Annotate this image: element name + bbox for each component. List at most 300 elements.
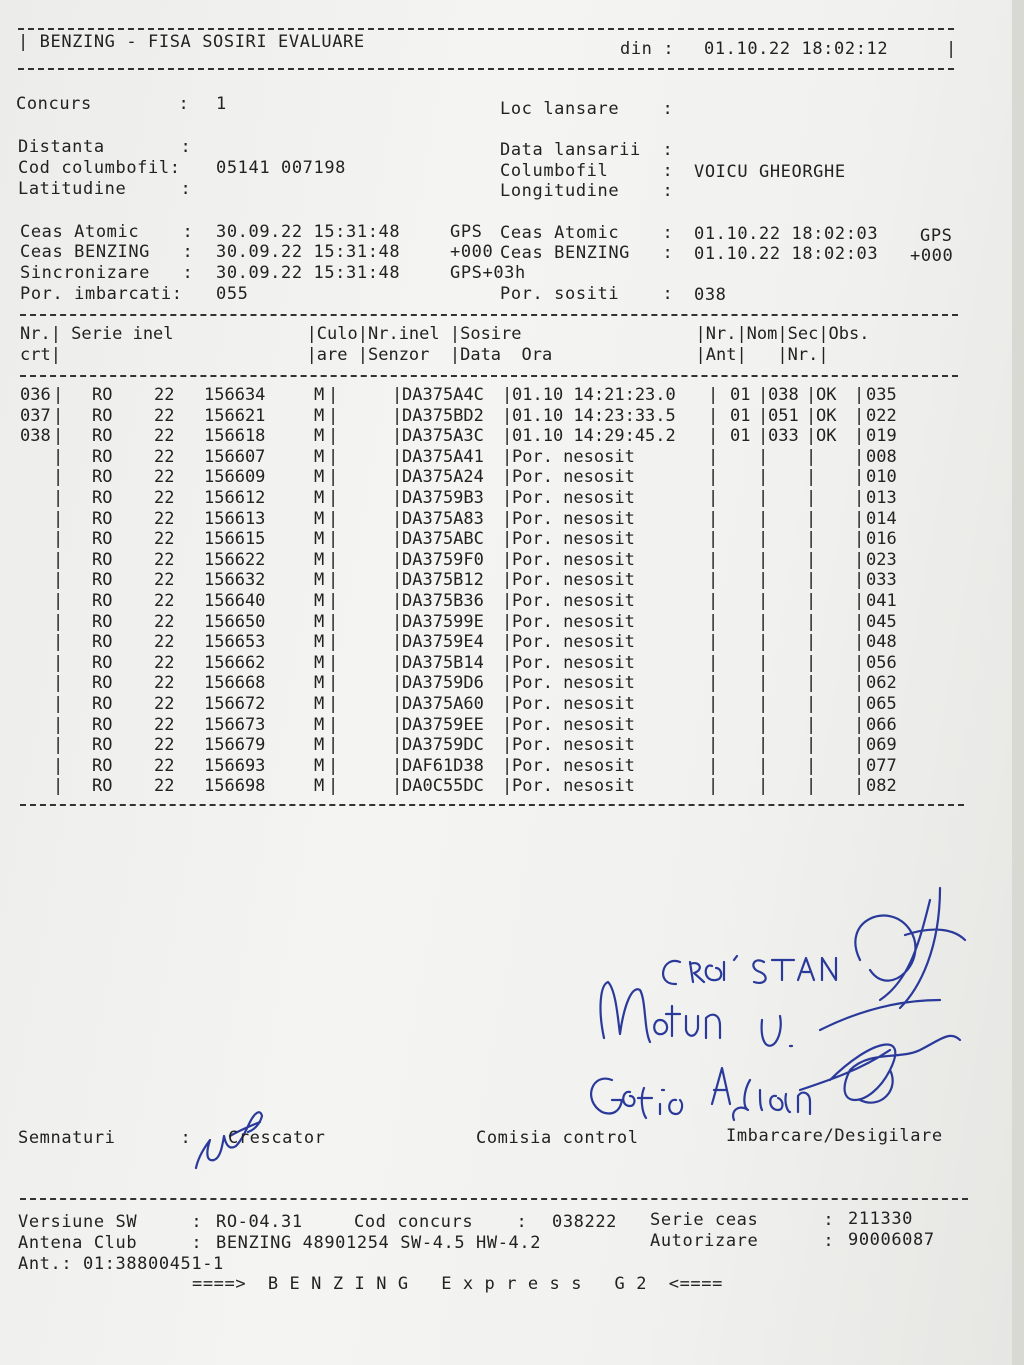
cell-sensor: DA375A24: [402, 467, 484, 488]
column-separator: |: [806, 570, 817, 591]
column-separator: |: [392, 611, 403, 632]
columbofil-value: VOICU GHEORGHE: [694, 162, 846, 182]
cell-arrival: Por. nesosit: [512, 714, 635, 735]
cell-sensor: DA375BD2: [402, 405, 484, 426]
cell-country: RO: [92, 673, 113, 694]
cell-arrival: Por. nesosit: [512, 529, 635, 550]
column-separator: |: [708, 529, 719, 550]
cell-year: 22: [154, 549, 175, 570]
column-separator: |: [53, 508, 64, 529]
column-separator: |: [392, 735, 403, 756]
cell-country: RO: [92, 488, 113, 508]
column-separator: |: [53, 570, 64, 591]
clock-right-suffix: +000: [910, 246, 954, 266]
column-separator: |: [328, 467, 339, 488]
column-separator: |: [708, 508, 719, 529]
cell-ring: 156679: [204, 735, 266, 756]
column-separator: |: [328, 570, 339, 591]
column-separator: |: [758, 714, 769, 735]
column-separator: |: [328, 652, 339, 673]
cell-ring: 156618: [204, 426, 266, 447]
cell-arrival: Por. nesosit: [512, 611, 635, 632]
cell-sensor: DA3759E4: [402, 632, 484, 653]
clock-right-label: Ceas BENZING :: [500, 243, 674, 263]
column-separator: |: [806, 467, 817, 488]
column-separator: |: [708, 652, 719, 673]
cell-country: RO: [92, 755, 113, 776]
column-separator: |: [806, 591, 817, 611]
crescator-label: Crescator: [228, 1128, 326, 1148]
cell-sex: M: [314, 776, 325, 797]
column-separator: |: [854, 755, 865, 776]
imbarcare-desigilare-label: Imbarcare/Desigilare: [726, 1126, 943, 1146]
cell-country: RO: [92, 529, 113, 550]
cell-country: RO: [92, 385, 113, 405]
cell-sensor: DA375A4C: [402, 385, 484, 405]
longitudine-label: Longitudine :: [500, 181, 674, 201]
cell-ring: 156621: [204, 405, 266, 426]
cell-arrival: Por. nesosit: [512, 652, 635, 673]
cell-ring: 156640: [204, 591, 266, 611]
column-separator: |: [854, 385, 865, 405]
column-separator: |: [806, 508, 817, 529]
cell-sensor: DA375B14: [402, 652, 484, 673]
column-separator: |: [328, 446, 339, 467]
cell-arrival: Por. nesosit: [512, 488, 635, 508]
semnaturi-label: Semnaturi :: [18, 1128, 192, 1148]
cell-ring: 156673: [204, 714, 266, 735]
cell-ring: 156613: [204, 508, 266, 529]
cell-country: RO: [92, 652, 113, 673]
column-separator: |: [502, 570, 513, 591]
cell-sensor: DA375A3C: [402, 426, 484, 447]
column-separator: |: [53, 714, 64, 735]
column-separator: |: [708, 488, 719, 508]
column-separator: |: [854, 426, 865, 447]
cell-nr: 038: [20, 426, 51, 447]
cell-ring: 156615: [204, 529, 266, 550]
cell-ring: 156634: [204, 385, 266, 405]
cell-nom: 033: [768, 426, 799, 447]
column-separator: |: [854, 714, 865, 735]
cell-sec: OK: [816, 385, 837, 405]
concurs-label: Concurs :: [16, 94, 190, 114]
cell-year: 22: [154, 673, 175, 694]
cell-sex: M: [314, 694, 325, 714]
autorizare-label: Autorizare :: [650, 1231, 835, 1251]
cell-arrival: Por. nesosit: [512, 673, 635, 694]
table-header-line-2: crt| |are |Senzor |Data Ora |Ant| |Nr.|: [20, 345, 829, 365]
column-separator: |: [758, 529, 769, 550]
cell-obs: 010: [866, 467, 897, 488]
cell-obs: 022: [866, 405, 897, 426]
cell-ring: 156698: [204, 776, 266, 797]
cell-arrival: Por. nesosit: [512, 446, 635, 467]
column-separator: |: [708, 714, 719, 735]
column-separator: |: [854, 467, 865, 488]
cell-ring: 156622: [204, 549, 266, 570]
column-separator: |: [708, 385, 719, 405]
cell-ring: 156632: [204, 570, 266, 591]
cell-ant: 01: [730, 385, 751, 405]
cell-obs: 069: [866, 735, 897, 756]
column-separator: |: [708, 570, 719, 591]
clock-left-suffix: GPS+03h: [450, 263, 526, 283]
column-separator: |: [854, 591, 865, 611]
column-separator: |: [328, 385, 339, 405]
column-separator: |: [854, 570, 865, 591]
column-separator: |: [758, 570, 769, 591]
column-separator: |: [392, 673, 403, 694]
column-separator: |: [392, 508, 403, 529]
cell-nr: 036: [20, 385, 51, 405]
cell-year: 22: [154, 632, 175, 653]
cod-columbofil-value: 05141 007198: [216, 158, 347, 178]
clock-right-value: 01.10.22 18:02:03: [694, 224, 879, 244]
column-separator: |: [53, 446, 64, 467]
cell-nr: 037: [20, 405, 51, 426]
cell-year: 22: [154, 467, 175, 488]
column-separator: |: [806, 426, 817, 447]
cell-country: RO: [92, 426, 113, 447]
column-separator: |: [502, 446, 513, 467]
column-separator: |: [53, 467, 64, 488]
cell-arrival: 01.10 14:29:45.2: [512, 426, 676, 447]
cell-arrival: Por. nesosit: [512, 508, 635, 529]
column-separator: |: [53, 549, 64, 570]
column-separator: |: [708, 632, 719, 653]
cell-sensor: DA3759DC: [402, 735, 484, 756]
column-separator: |: [502, 694, 513, 714]
cell-sex: M: [314, 467, 325, 488]
column-separator: |: [53, 405, 64, 426]
cell-arrival: Por. nesosit: [512, 549, 635, 570]
column-separator: |: [392, 591, 403, 611]
cell-sex: M: [314, 529, 325, 550]
cell-sensor: DA375A60: [402, 694, 484, 714]
column-separator: |: [328, 426, 339, 447]
column-separator: |: [502, 529, 513, 550]
clock-left-value: 055: [216, 284, 249, 304]
clock-left-value: 30.09.22 15:31:48: [216, 222, 401, 242]
cell-arrival: Por. nesosit: [512, 755, 635, 776]
column-separator: |: [708, 446, 719, 467]
column-separator: |: [392, 776, 403, 797]
cell-sex: M: [314, 673, 325, 694]
versiune-label: Versiune SW :: [18, 1212, 203, 1232]
column-separator: |: [758, 488, 769, 508]
cell-nom: 038: [768, 385, 799, 405]
cell-country: RO: [92, 735, 113, 756]
clock-right-value: 038: [694, 285, 727, 305]
column-separator: |: [758, 385, 769, 405]
column-separator: |: [502, 467, 513, 488]
cell-sensor: DA3759F0: [402, 549, 484, 570]
cell-obs: 013: [866, 488, 897, 508]
column-separator: |: [758, 549, 769, 570]
column-separator: |: [502, 714, 513, 735]
column-separator: |: [854, 405, 865, 426]
column-separator: |: [708, 776, 719, 797]
column-separator: |: [806, 405, 817, 426]
cell-country: RO: [92, 632, 113, 653]
column-separator: |: [328, 488, 339, 508]
column-separator: |: [806, 694, 817, 714]
cell-year: 22: [154, 488, 175, 508]
cell-year: 22: [154, 714, 175, 735]
column-separator: |: [758, 632, 769, 653]
versiune-value: RO-04.31: [216, 1212, 303, 1232]
concurs-value: 1: [216, 94, 227, 114]
column-separator: |: [806, 529, 817, 550]
clock-left-label: Sincronizare :: [20, 263, 194, 283]
column-separator: |: [854, 488, 865, 508]
cell-country: RO: [92, 694, 113, 714]
column-separator: |: [806, 632, 817, 653]
cell-obs: 035: [866, 385, 897, 405]
column-separator: |: [392, 529, 403, 550]
cell-sex: M: [314, 735, 325, 756]
antena-club-label: Antena Club :: [18, 1233, 203, 1253]
column-separator: |: [502, 776, 513, 797]
column-separator: |: [708, 591, 719, 611]
cell-year: 22: [154, 385, 175, 405]
cell-ring: 156650: [204, 611, 266, 632]
cell-obs: 016: [866, 529, 897, 550]
column-separator: |: [53, 735, 64, 756]
column-separator: |: [502, 632, 513, 653]
cell-year: 22: [154, 446, 175, 467]
cell-sex: M: [314, 632, 325, 653]
column-separator: |: [758, 591, 769, 611]
column-separator: |: [53, 529, 64, 550]
column-separator: |: [806, 755, 817, 776]
cell-arrival: Por. nesosit: [512, 776, 635, 797]
column-separator: |: [708, 673, 719, 694]
cod-concurs-label: Cod concurs :: [354, 1212, 528, 1232]
cell-year: 22: [154, 405, 175, 426]
cod-columbofil-label: Cod columbofil:: [18, 158, 181, 178]
cell-obs: 041: [866, 591, 897, 611]
antena-club-value: BENZING 48901254 SW-4.5 HW-4.2: [216, 1233, 542, 1253]
cell-sex: M: [314, 426, 325, 447]
clock-left-value: 30.09.22 15:31:48: [216, 263, 401, 283]
cell-obs: 008: [866, 446, 897, 467]
column-separator: |: [53, 632, 64, 653]
column-separator: |: [328, 591, 339, 611]
cell-obs: 082: [866, 776, 897, 797]
column-separator: |: [328, 405, 339, 426]
column-separator: |: [806, 714, 817, 735]
column-separator: |: [328, 694, 339, 714]
column-separator: |: [854, 632, 865, 653]
column-separator: |: [708, 405, 719, 426]
latitudine-label: Latitudine :: [18, 179, 192, 199]
cell-sex: M: [314, 446, 325, 467]
column-separator: |: [392, 652, 403, 673]
column-separator: |: [806, 385, 817, 405]
column-separator: |: [806, 488, 817, 508]
clock-left-value: 30.09.22 15:31:48: [216, 242, 401, 262]
cell-ring: 156668: [204, 673, 266, 694]
cell-year: 22: [154, 652, 175, 673]
cell-year: 22: [154, 735, 175, 756]
column-separator: |: [502, 755, 513, 776]
footer-top-rule: [20, 1198, 968, 1200]
cell-ring: 156653: [204, 632, 266, 653]
data-lansarii-label: Data lansarii :: [500, 140, 674, 160]
clock-right-value: 01.10.22 18:02:03: [694, 244, 879, 264]
column-separator: |: [392, 714, 403, 735]
column-separator: |: [328, 714, 339, 735]
cell-country: RO: [92, 714, 113, 735]
column-separator: |: [758, 405, 769, 426]
cell-obs: 019: [866, 426, 897, 447]
column-separator: |: [328, 549, 339, 570]
cell-obs: 065: [866, 694, 897, 714]
column-separator: |: [392, 488, 403, 508]
cell-sex: M: [314, 611, 325, 632]
clock-left-suffix: GPS: [450, 222, 483, 242]
cell-year: 22: [154, 694, 175, 714]
cell-year: 22: [154, 529, 175, 550]
cell-sensor: DA3759D6: [402, 673, 484, 694]
cell-arrival: 01.10 14:21:23.0: [512, 385, 676, 405]
column-separator: |: [328, 508, 339, 529]
column-separator: |: [53, 426, 64, 447]
cell-country: RO: [92, 591, 113, 611]
distanta-label: Distanta :: [18, 137, 192, 157]
cell-obs: 077: [866, 755, 897, 776]
document-title: | BENZING - FISA SOSIRI EVALUARE: [18, 32, 365, 52]
column-separator: |: [758, 755, 769, 776]
column-separator: |: [392, 632, 403, 653]
column-separator: |: [502, 508, 513, 529]
column-separator: |: [806, 652, 817, 673]
cell-obs: 062: [866, 673, 897, 694]
column-separator: |: [758, 611, 769, 632]
column-separator: |: [392, 446, 403, 467]
header-end-bar: |: [946, 39, 957, 59]
cell-country: RO: [92, 549, 113, 570]
column-separator: |: [854, 446, 865, 467]
cell-sec: OK: [816, 426, 837, 447]
column-separator: |: [328, 529, 339, 550]
cell-year: 22: [154, 776, 175, 797]
column-separator: |: [53, 611, 64, 632]
cell-country: RO: [92, 776, 113, 797]
cell-ring: 156693: [204, 755, 266, 776]
column-separator: |: [854, 652, 865, 673]
serie-ceas-label: Serie ceas :: [650, 1210, 835, 1230]
column-separator: |: [502, 549, 513, 570]
cell-country: RO: [92, 405, 113, 426]
columbofil-label: Columbofil :: [500, 161, 674, 181]
column-separator: |: [758, 446, 769, 467]
cell-sensor: DA375A83: [402, 508, 484, 529]
cell-year: 22: [154, 591, 175, 611]
cell-sex: M: [314, 488, 325, 508]
cell-sex: M: [314, 652, 325, 673]
cell-arrival: Por. nesosit: [512, 570, 635, 591]
column-separator: |: [502, 426, 513, 447]
column-separator: |: [53, 755, 64, 776]
cell-year: 22: [154, 570, 175, 591]
cell-arrival: Por. nesosit: [512, 591, 635, 611]
column-separator: |: [758, 776, 769, 797]
column-separator: |: [806, 776, 817, 797]
cell-sensor: DA3759B3: [402, 488, 484, 508]
column-separator: |: [854, 611, 865, 632]
cell-sensor: DA375B12: [402, 570, 484, 591]
cell-sensor: DA0C55DC: [402, 776, 484, 797]
column-separator: |: [502, 405, 513, 426]
column-separator: |: [708, 755, 719, 776]
clock-right-label: Ceas Atomic :: [500, 223, 674, 243]
cell-sex: M: [314, 385, 325, 405]
antena-line: Ant.: 01:38800451-1: [18, 1254, 224, 1274]
column-separator: |: [708, 426, 719, 447]
cell-year: 22: [154, 611, 175, 632]
comisia-control-label: Comisia control: [476, 1128, 639, 1148]
column-separator: |: [53, 591, 64, 611]
column-separator: |: [806, 611, 817, 632]
column-separator: |: [708, 611, 719, 632]
cell-ring: 156607: [204, 446, 266, 467]
column-separator: |: [53, 385, 64, 405]
column-separator: |: [392, 405, 403, 426]
brand-line: ====> B E N Z I N G E x p r e s s G 2 <====: [192, 1274, 723, 1294]
column-separator: |: [502, 611, 513, 632]
cell-arrival: Por. nesosit: [512, 467, 635, 488]
cell-sensor: DA3759EE: [402, 714, 484, 735]
clock-left-label: Ceas BENZING :: [20, 242, 194, 262]
cod-concurs-value: 038222: [552, 1212, 618, 1232]
cell-sensor: DA375B36: [402, 591, 484, 611]
date-value: 01.10.22 18:02:12: [704, 39, 889, 59]
clock-right-label: Por. sositi :: [500, 284, 674, 304]
column-separator: |: [392, 570, 403, 591]
autorizare-value: 90006087: [848, 1230, 935, 1250]
cell-sensor: DAF61D38: [402, 755, 484, 776]
column-separator: |: [53, 694, 64, 714]
cell-sex: M: [314, 714, 325, 735]
cell-sex: M: [314, 755, 325, 776]
column-separator: |: [708, 694, 719, 714]
column-separator: |: [806, 446, 817, 467]
column-separator: |: [392, 467, 403, 488]
cell-arrival: Por. nesosit: [512, 694, 635, 714]
cell-country: RO: [92, 508, 113, 529]
cell-obs: 045: [866, 611, 897, 632]
column-separator: |: [328, 632, 339, 653]
cell-ring: 156662: [204, 652, 266, 673]
cell-arrival: 01.10 14:23:33.5: [512, 405, 676, 426]
column-separator: |: [328, 776, 339, 797]
cell-country: RO: [92, 446, 113, 467]
column-separator: |: [758, 652, 769, 673]
cell-arrival: Por. nesosit: [512, 735, 635, 756]
column-separator: |: [502, 735, 513, 756]
column-separator: |: [758, 426, 769, 447]
cell-country: RO: [92, 467, 113, 488]
cell-ant: 01: [730, 426, 751, 447]
column-separator: |: [854, 776, 865, 797]
cell-ring: 156612: [204, 488, 266, 508]
cell-obs: 056: [866, 652, 897, 673]
cell-ring: 156672: [204, 694, 266, 714]
serie-ceas-value: 211330: [848, 1209, 914, 1229]
